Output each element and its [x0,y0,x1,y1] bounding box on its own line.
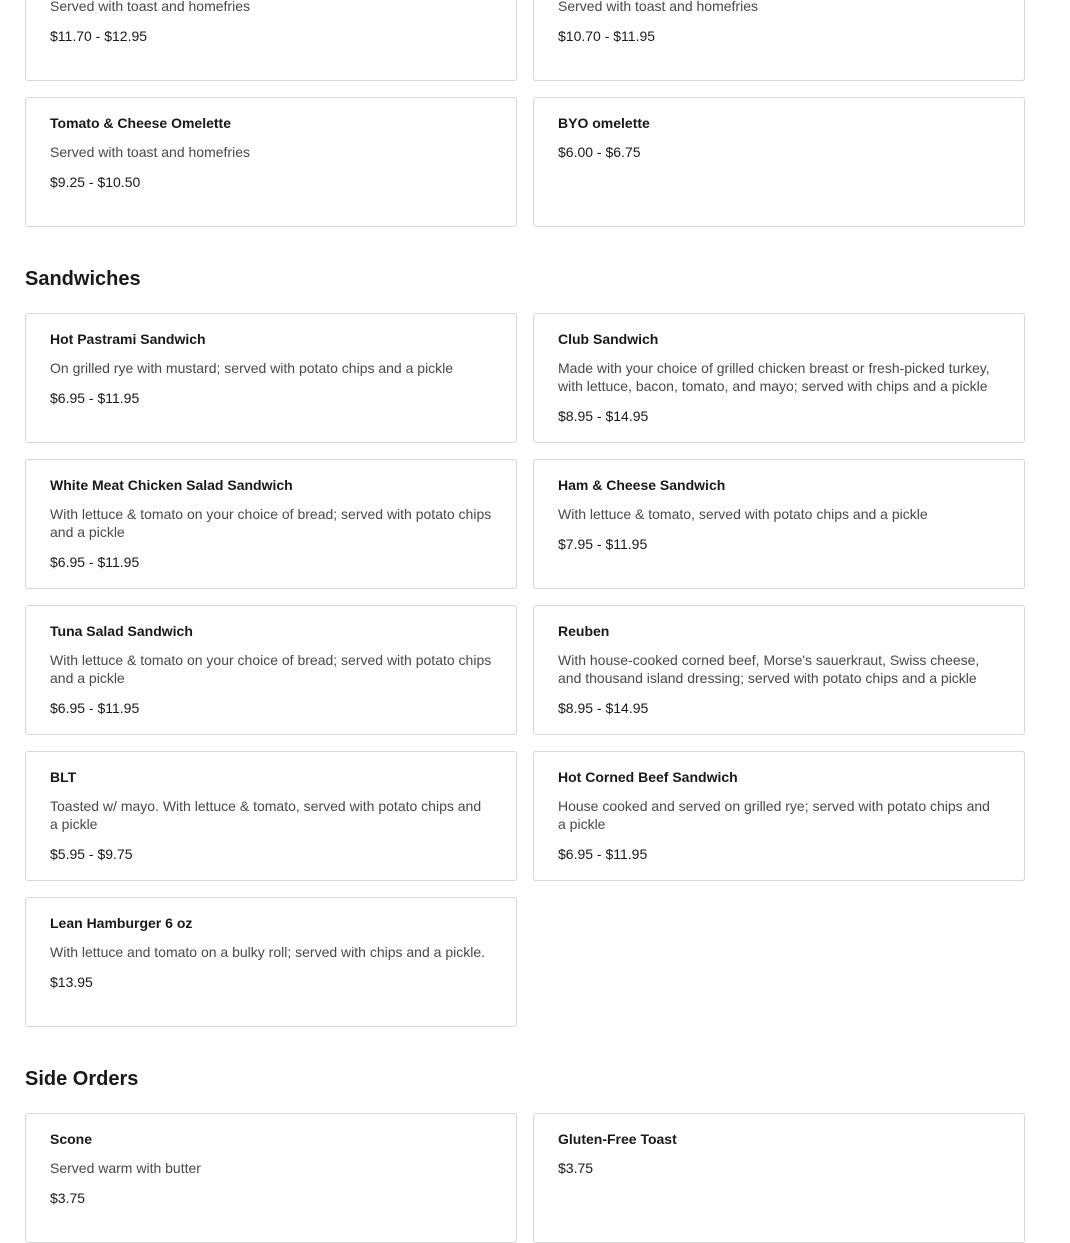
menu-item-name: Tomato & Cheese Omelette [50,115,232,131]
section-heading: Sandwiches [25,268,141,290]
menu-item-description: Served with toast and homefries [558,0,758,14]
menu-item-description: Toasted w/ mayo. With lettuce & tomato, served with potato chips and a pickle [50,798,482,832]
menu-item-price: $6.95 - $11.95 [50,554,140,570]
menu-item-name: Club Sandwich [558,331,659,347]
menu-item-price: $6.95 - $11.95 [50,390,140,406]
menu-item-name: Hot Pastrami Sandwich [50,331,206,347]
menu-item-description: On grilled rye with mustard; served with potato chips and a pickle [50,360,454,376]
menu-item-description: With lettuce & tomato, served with potato chips and a pickle [558,506,928,522]
menu-item-description: Made with your choice of grilled chicken breast or fresh-picked turkey, with lettuce, bacon, tomato, and mayo; served with chips and a pickle [558,360,990,394]
menu-item-card[interactable] [25,897,517,1027]
menu-item-price: $10.70 - $11.95 [558,28,656,44]
menu-item-price: $3.75 [50,1190,86,1206]
menu-item-price: $6.95 - $11.95 [50,700,140,716]
menu-item-card[interactable] [25,751,517,881]
menu-item-name: Gluten-Free Toast [558,1131,677,1147]
menu-section-grid [25,1113,1025,1243]
menu-item-price: $3.75 [558,1160,594,1176]
menu-item-name: White Meat Chicken Salad Sandwich [50,477,293,493]
menu-section-grid [25,313,1025,1027]
menu-item-card[interactable] [25,605,517,735]
menu-item-card[interactable] [533,751,1025,881]
menu-item-price: $9.25 - $10.50 [50,174,141,190]
menu [25,0,1025,1243]
menu-item-price: $6.00 - $6.75 [558,144,641,160]
menu-item-name: Scone [50,1131,93,1147]
menu-item-card[interactable] [25,313,517,443]
menu-item-card[interactable] [533,459,1025,589]
menu-item-name: Reuben [558,623,610,639]
menu-item-price: $13.95 [50,974,93,990]
menu-item-card[interactable] [25,0,517,81]
menu-item-card[interactable] [25,1113,517,1243]
menu-item-card[interactable] [533,313,1025,443]
menu-item-description: Served warm with butter [50,1160,201,1176]
menu-item-description: With house-cooked corned beef, Morse's sauerkraut, Swiss cheese, and thousand island dressing; served with potato chips and a pickle [558,652,980,686]
menu-item-price: $11.70 - $12.95 [50,28,148,44]
menu-section-grid [25,0,1025,227]
menu-item-card[interactable] [25,97,517,227]
menu-item-description: With lettuce & tomato on your choice of bread; served with potato chips and a pickle [50,652,492,686]
menu-item-name: Hot Corned Beef Sandwich [558,769,738,785]
menu-item-card[interactable] [25,459,517,589]
menu-item-description: Served with toast and homefries [50,144,250,160]
menu-item-description: With lettuce and tomato on a bulky roll; served with chips and a pickle. [50,944,485,960]
menu-item-name: BYO omelette [558,115,650,131]
menu-item-name: Lean Hamburger 6 oz [50,915,193,931]
menu-item-name: Ham & Cheese Sandwich [558,477,726,493]
menu-item-card[interactable] [533,605,1025,735]
menu-item-name: BLT [50,769,77,785]
menu-item-description: House cooked and served on grilled rye; served with potato chips and a pickle [558,798,990,832]
menu-item-card[interactable] [533,0,1025,81]
menu-item-price: $6.95 - $11.95 [558,846,648,862]
menu-item-card[interactable] [533,1113,1025,1243]
menu-item-description: With lettuce & tomato on your choice of bread; served with potato chips and a pickle [50,506,492,540]
menu-item-price: $5.95 - $9.75 [50,846,133,862]
menu-item-card[interactable] [533,97,1025,227]
menu-item-price: $8.95 - $14.95 [558,700,649,716]
menu-item-description: Served with toast and homefries [50,0,250,14]
menu-item-price: $7.95 - $11.95 [558,536,648,552]
section-heading: Side Orders [25,1068,139,1090]
menu-item-price: $8.95 - $14.95 [558,408,649,424]
menu-item-name: Tuna Salad Sandwich [50,623,193,639]
